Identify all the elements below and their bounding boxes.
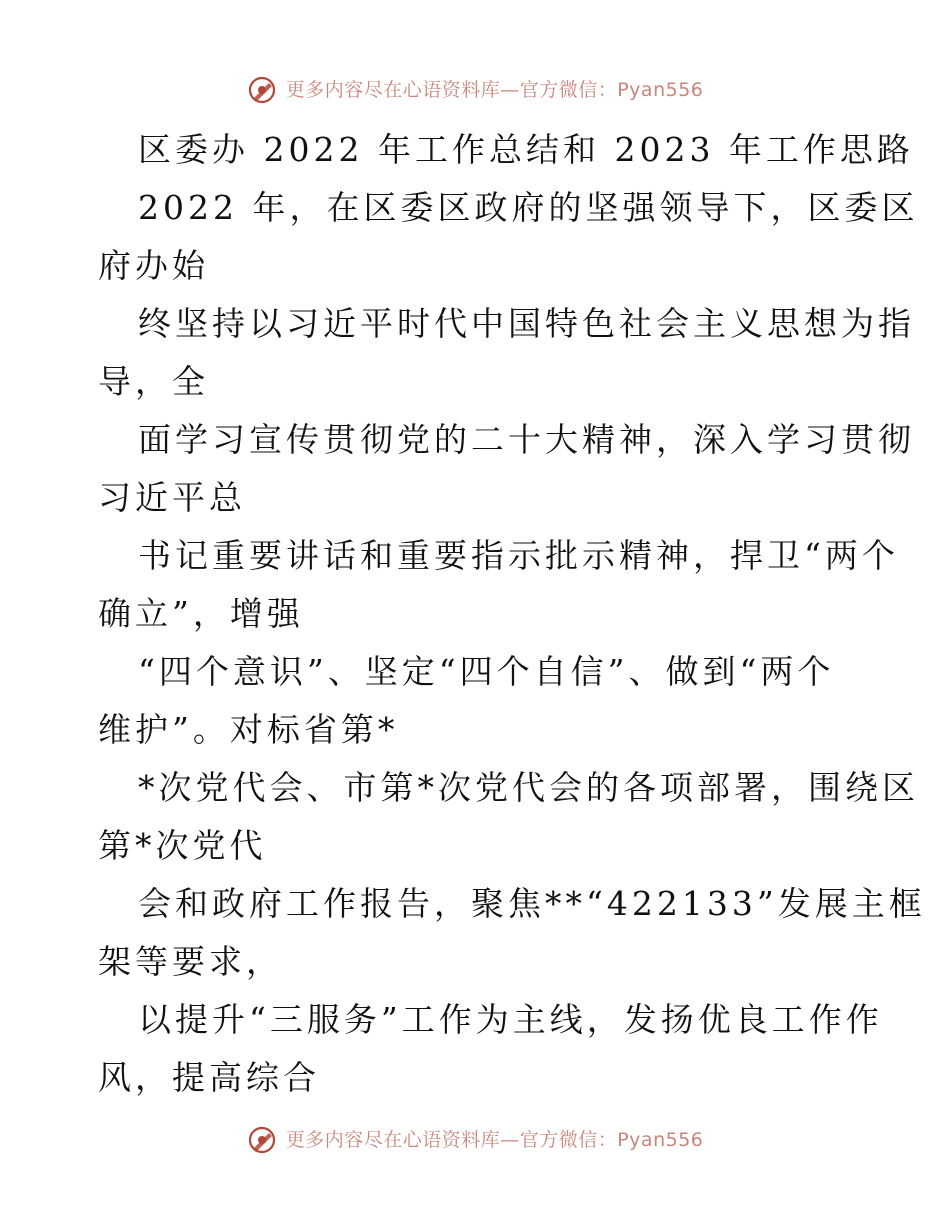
paragraph-line: 2022 年，在区委区政府的坚强领导下，区委区 — [138, 188, 919, 227]
paragraph-line: 府办始 — [98, 246, 209, 285]
watermark-text: 更多内容尽在心语资料库—官方微信：Pyan556 — [285, 1128, 704, 1151]
paragraph-line: 第*次党代 — [98, 826, 267, 865]
seal-pen-icon — [247, 75, 277, 105]
paragraph-line: 会和政府工作报告，聚焦**“422133”发展主框 — [138, 884, 926, 923]
paragraph-line: “四个意识”、坚定“四个自信”、做到“两个 — [138, 652, 835, 691]
paragraph-line: 终坚持以习近平时代中国特色社会主义思想为指 — [138, 304, 915, 343]
paragraph-line: 导，全 — [98, 362, 209, 401]
paragraph-line: 以提升“三服务”工作为主线，发扬优良工作作 — [138, 1000, 883, 1039]
watermark-header — [0, 74, 950, 105]
paragraph-line: 风，提高综合 — [98, 1058, 320, 1097]
paragraph-line: 维护”。对标省第* — [98, 710, 399, 749]
paragraph-line: 书记重要讲话和重要指示批示精神，捍卫“两个 — [138, 536, 899, 575]
paragraph-line: 面学习宣传贯彻党的二十大精神，深入学习贯彻 — [138, 420, 915, 459]
paragraph-line: 确立”，增强 — [98, 594, 304, 633]
paragraph-line: 架等要求， — [98, 942, 283, 981]
paragraph-line: 习近平总 — [98, 478, 246, 517]
document-title: 区委办 2022 年工作总结和 2023 年工作思路 — [138, 130, 914, 169]
watermark-footer — [0, 1124, 950, 1155]
paragraph-line: *次党代会、市第*次党代会的各项部署，围绕区 — [138, 768, 919, 807]
watermark-text: 更多内容尽在心语资料库—官方微信：Pyan556 — [285, 78, 704, 101]
seal-pen-icon — [247, 1125, 277, 1155]
